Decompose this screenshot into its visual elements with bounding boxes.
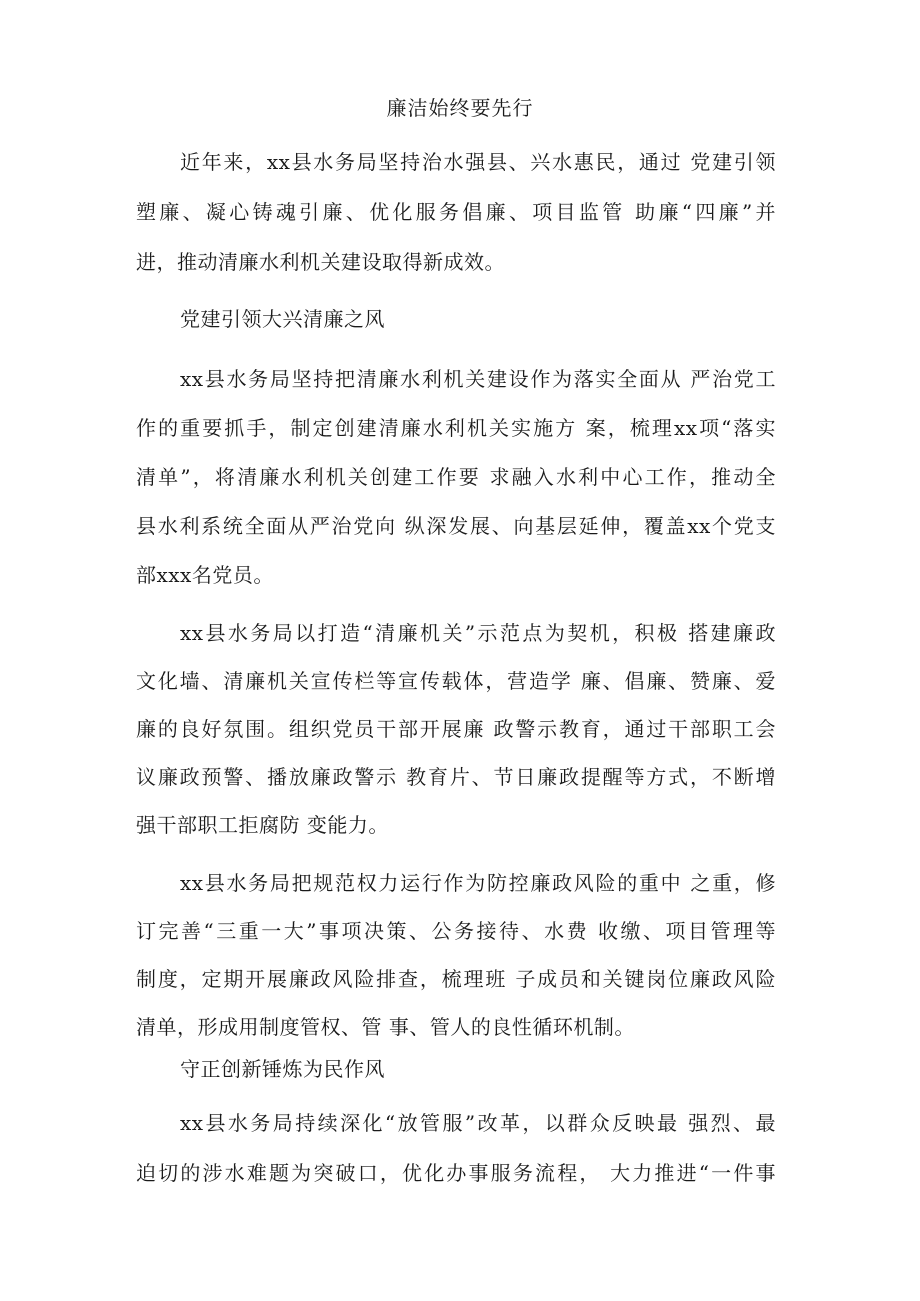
para2-line-1: xx县水务局以打造“清廉机关”示范点为契机，积极 搭建廉政 xyxy=(180,621,776,645)
para3-line-4: 清单，形成用制度管权、管 事、管人的良性循环机制。 xyxy=(136,1015,635,1039)
para4-line-2: 迫切的涉水难题为突破口，优化办事服务流程， 大力推进“一件事 xyxy=(136,1161,776,1185)
section-heading-1: 党建引领大兴清廉之风 xyxy=(180,307,385,331)
para1-line-4: 县水利系统全面从严治党向 纵深发展、向基层延伸，覆盖xx个党支 xyxy=(136,514,776,538)
para1-line-5: 部xxx名党员。 xyxy=(136,563,274,587)
para2-line-2: 文化墙、清廉机关宣传栏等宣传载体，营造学 廉、倡廉、赞廉、爱 xyxy=(136,669,776,693)
para2-line-5: 强干部职工拒腐防 变能力。 xyxy=(136,813,389,837)
section-heading-2: 守正创新锤炼为民作风 xyxy=(180,1057,385,1081)
para4-line-1: xx县水务局持续深化“放管服”改革，以群众反映最 强烈、最 xyxy=(180,1111,776,1135)
intro-line-2: 塑廉、凝心铸魂引廉、优化服务倡廉、项目监管 助廉“四廉”并 xyxy=(136,200,776,224)
para1-line-3: 清单”，将清廉水利机关创建工作要 求融入水利中心工作，推动全 xyxy=(136,465,776,489)
intro-line-3: 进，推动清廉水利机关建设取得新成效。 xyxy=(136,250,505,274)
para2-line-3: 廉的良好氛围。组织党员干部开展廉 政警示教育，通过干部职工会 xyxy=(136,717,776,741)
para1-line-2: 作的重要抓手，制定创建清廉水利机关实施方 案，梳理xx项“落实 xyxy=(136,416,776,440)
para3-line-3: 制度，定期开展廉政风险排查，梳理班 子成员和关键岗位廉政风险 xyxy=(136,967,776,991)
document-title: 廉洁始终要先行 xyxy=(386,96,534,120)
para1-line-1: xx县水务局坚持把清廉水利机关建设作为落实全面从 严治党工 xyxy=(180,367,776,391)
para3-line-1: xx县水务局把规范权力运行作为防控廉政风险的重中 之重，修 xyxy=(180,871,776,895)
intro-line-1: 近年来，xx县水务局坚持治水强县、兴水惠民，通过 党建引领 xyxy=(180,150,776,174)
para2-line-4: 议廉政预警、播放廉政警示 教育片、节日廉政提醒等方式，不断增 xyxy=(136,765,776,789)
para3-line-2: 订完善“三重一大”事项决策、公务接待、水费 收缴、项目管理等 xyxy=(136,919,776,943)
